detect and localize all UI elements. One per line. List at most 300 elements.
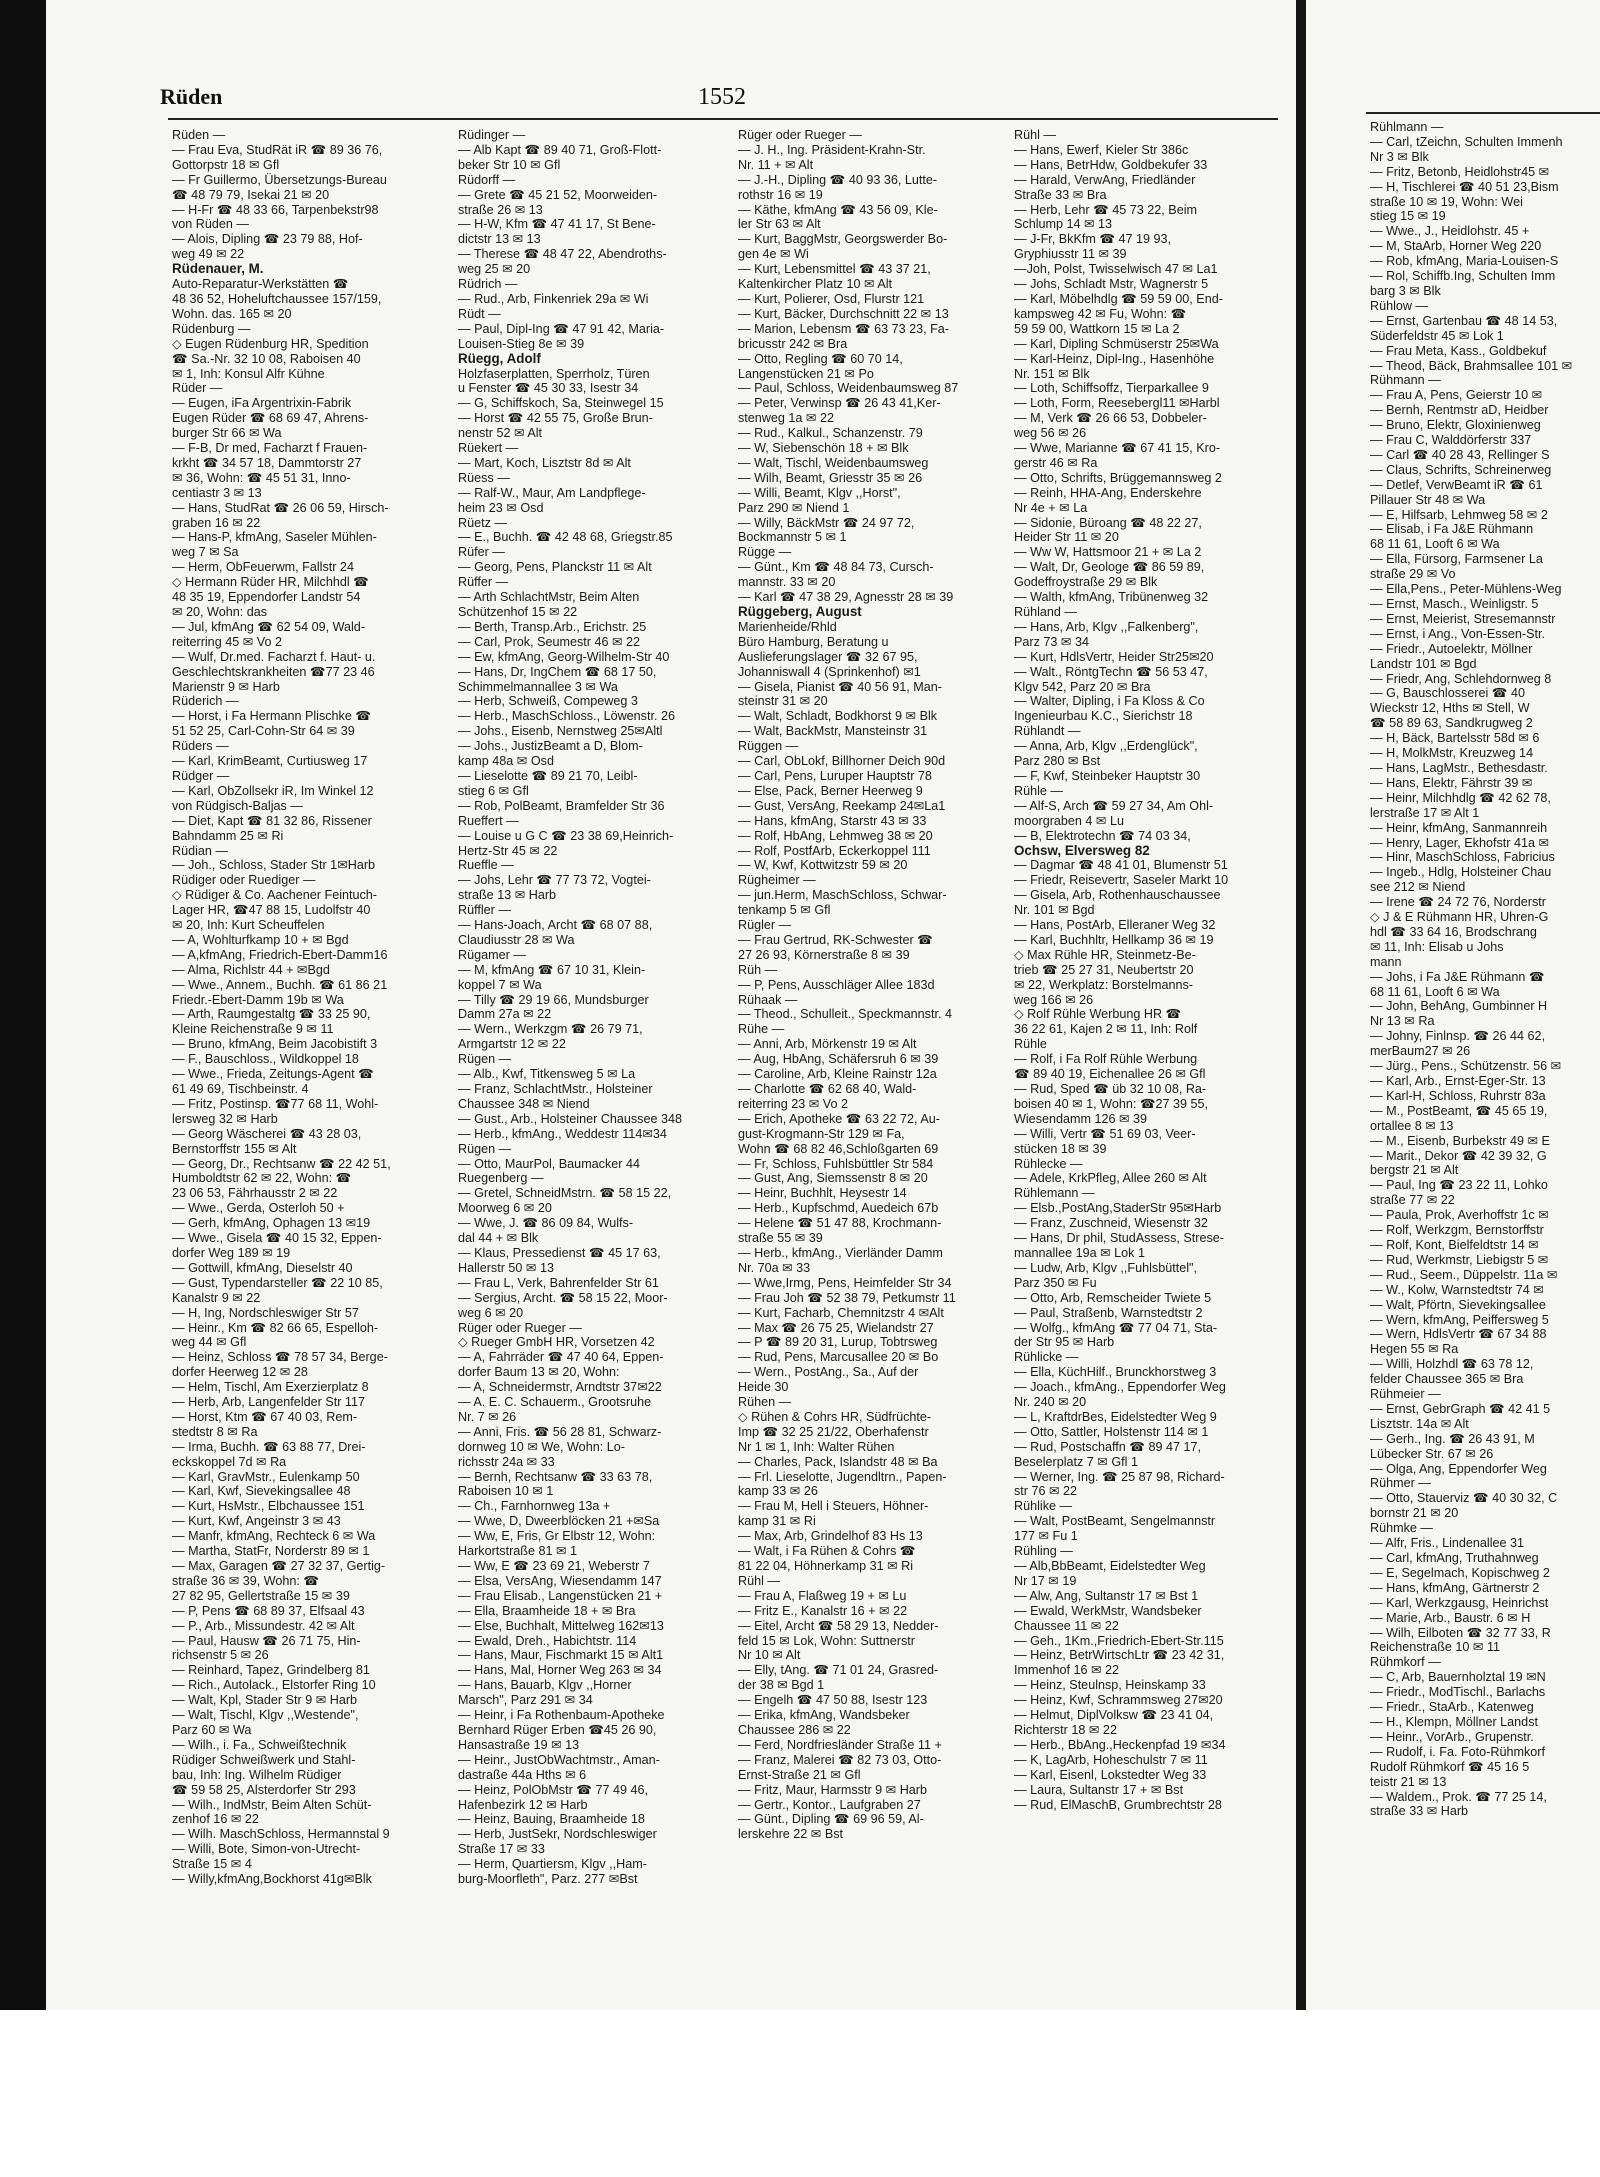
directory-line: — Engelh ☎ 47 50 88, Isestr 123 [738,1693,928,1708]
directory-line: centiastr 3 ✉ 13 [172,485,262,500]
directory-line: — Eitel, Archt ☎ 58 29 13, Nedder- [738,1618,939,1633]
directory-line: ☎ 48 79 79, Isekai 21 ✉ 20 [172,187,330,202]
directory-line: — Werner, Ing. ☎ 25 87 98, Richard- [1014,1469,1225,1484]
directory-line: — Ww W, Hattsmoor 21 + ✉ La 2 [1014,545,1202,560]
directory-line: — Max ☎ 26 75 25, Wielandstr 27 [738,1320,934,1335]
directory-line: Straße 33 ✉ Bra [1014,187,1107,202]
directory-line: — Kurt, Polierer, Osd, Flurstr 121 [738,291,925,306]
directory-column-3 [738,128,1008,1928]
directory-line: Rüder — [172,381,223,396]
directory-column-5 [1370,120,1600,1920]
directory-line: — Elisab, i Fa J&E Rühmann [1370,522,1534,537]
directory-line: heim 23 ✉ Osd [458,500,544,515]
directory-line: — Theod, Bäck, Brahmsallee 101 ✉ [1370,358,1573,373]
directory-line: — Rud., Kalkul., Schanzenstr. 79 [738,426,923,441]
directory-line: — Gust, Typendarsteller ☎ 22 10 85, [172,1275,383,1290]
directory-line: — Wern., PostAng., Sa., Auf der [738,1365,919,1380]
directory-line: — Willi, Holzhdl ☎ 63 78 12, [1370,1357,1534,1372]
directory-line: — Alw, Ang, Sultanstr 17 ✉ Bst 1 [1014,1588,1199,1603]
directory-line: — Heinr, i Fa Rothenbaum-Apotheke [458,1708,665,1723]
directory-line: tenkamp 5 ✉ Gfl [738,903,831,918]
directory-line: — Alois, Dipling ☎ 23 79 88, Hof- [172,232,363,247]
directory-line: — Else, Buchhalt, Mittelweg 162✉13 [458,1618,664,1633]
directory-line: — Ferd, Nordfriesländer Straße 11 + [738,1737,942,1752]
directory-line: — Wwe, J. ☎ 86 09 84, Wulfs- [458,1216,634,1231]
directory-line: — Willi, Beamt, Klgv ,,Horst", [738,485,901,500]
directory-line: — Jürg., Pens., Schützenstr. 56 ✉ [1370,1059,1562,1074]
directory-line: — Alf-S, Arch ☎ 59 27 34, Am Ohl- [1014,798,1214,813]
directory-line: — Rolf, Werkzgm, Bernstorffstr [1370,1223,1544,1238]
directory-line: — Wern, kfmAng, Peiffersweg 5 [1370,1312,1549,1327]
directory-line: — Frau A, Pens, Geierstr 10 ✉ [1370,388,1543,403]
directory-line: — A, Fahrräder ☎ 47 40 64, Eppen- [458,1350,664,1365]
directory-line: — Kurt, HdlsVertr, Heider Str25✉20 [1014,649,1214,664]
directory-line: u Fenster ☎ 45 30 33, Isestr 34 [458,381,639,396]
directory-line: — Johs., Eisenb, Nernstweg 25✉Altl [458,724,663,739]
directory-line: Nr 13 ✉ Ra [1370,1014,1435,1029]
directory-line: — Johs, Lehr ☎ 77 73 72, Vogtei- [458,873,651,888]
directory-line: — Franz, SchlachtMstr., Holsteiner [458,1082,653,1096]
directory-line: Rühl — [1014,128,1056,142]
directory-line: — Wilh., i. Fa., Schweißtechnik [172,1737,347,1752]
directory-line: — Heinz, Schloss ☎ 78 57 34, Berge- [172,1350,388,1365]
directory-line: — Heinr., VorArb., Grupenstr. [1370,1729,1534,1744]
directory-line: — Herb., kfmAng., Weddestr 114✉34 [458,1126,667,1141]
directory-line: Lager HR, ☎47 88 15, Ludolfstr 40 [172,903,371,918]
directory-line: — Rud., Seem., Düppelstr. 11a ✉ [1370,1267,1558,1282]
directory-line: — Ralf-W., Maur, Am Landpflege- [458,485,646,500]
directory-line: — Else, Pack, Berner Heerweg 9 [738,783,923,798]
directory-line: — Karl-H, Schloss, Ruhrstr 83a [1370,1088,1546,1103]
directory-line: — Friedr, Reisevertr, Saseler Markt 10 [1014,873,1229,888]
directory-line: 177 ✉ Fu 1 [1014,1529,1078,1544]
directory-line: — Horst ☎ 42 55 75, Große Brun- [458,411,653,426]
directory-line: — Käthe, kfmAng ☎ 43 56 09, Kle- [738,202,938,217]
directory-line: — Karl ☎ 47 38 29, Agnesstr 28 ✉ 39 [738,590,954,605]
directory-line: — Hans-Joach, Archt ☎ 68 07 88, [458,918,653,933]
directory-line: straße 77 ✉ 22 [1370,1193,1455,1208]
directory-line: — Gerh., Ing. ☎ 26 43 91, M [1370,1431,1535,1446]
directory-line: reiterring 45 ✉ Vo 2 [172,634,282,649]
directory-line: — Ella, Braamheide 18 + ✉ Bra [458,1603,636,1618]
directory-line: — Günt., Km ☎ 48 84 73, Cursch- [738,560,934,575]
directory-line: ◇ Hermann Rüder HR, Milchhdl ☎ [172,575,369,590]
directory-line: — Paul, Ing ☎ 23 22 11, Lohko [1370,1178,1548,1193]
directory-line: Rühmke — [1370,1521,1433,1536]
directory-line: — Günt., Dipling ☎ 69 96 59, Al- [738,1812,924,1827]
directory-line: — Marion, Lebensm ☎ 63 73 23, Fa- [738,321,949,336]
directory-line: Hafenbezirk 12 ✉ Harb [458,1797,588,1812]
directory-line: — Bruno, kfmAng, Beim Jacobistift 3 [172,1037,378,1052]
directory-line: stieg 6 ✉ Gfl [458,783,529,798]
directory-line: — Fritz, Betonb, Heidlohstr45 ✉ [1370,164,1550,179]
directory-line: — Frau M, Hell i Steuers, Höhner- [738,1499,929,1514]
directory-line: Langenstücken 21 ✉ Po [738,366,874,381]
directory-line: — W, Kwf, Kottwitzstr 59 ✉ 20 [738,858,908,873]
directory-line: — Ella, KüchHilf., Brunckhorstweg 3 [1014,1365,1217,1380]
directory-line: Hansastraße 19 ✉ 13 [458,1737,580,1752]
directory-line: Parz 350 ✉ Fu [1014,1275,1097,1290]
directory-line: — Rolf, PostfArb, Eckerkoppel 111 [738,843,931,858]
directory-line: — Alb., Kwf, Titkensweg 5 ✉ La [458,1067,636,1082]
directory-line: — Hans, Dr, IngChem ☎ 68 17 50, [458,664,657,679]
directory-line: — Heinz, Kwf, Schrammsweg 27✉20 [1014,1693,1223,1708]
directory-line: burg-Moorfleth", Parz. 277 ✉Bst [458,1872,638,1887]
directory-line: — Wulf, Dr.med. Facharzt f. Haut- u. [172,649,376,664]
directory-line: ler Str 63 ✉ Alt [738,217,821,232]
directory-line: — Willi, Bote, Simon-von-Utrecht- [172,1842,361,1857]
directory-line: — Hans, BetrHdw, Goldbekufer 33 [1014,157,1208,172]
directory-line: Imp ☎ 32 25 21/22, Oberhafenstr [738,1424,929,1439]
directory-line: — K, LagArb, Hoheschulstr 7 ✉ 11 [1014,1752,1208,1767]
directory-line: 68 11 61, Looft 6 ✉ Wa [1370,984,1500,999]
directory-line: stücken 18 ✉ 39 [1014,1141,1107,1156]
directory-line: Nr. 240 ✉ 20 [1014,1395,1087,1410]
directory-line: Bernhard Rüger Erben ☎45 26 90, [458,1722,657,1737]
directory-line: dal 44 + ✉ Blk [458,1231,539,1246]
directory-line: Rühle — [1014,783,1063,798]
directory-line: — Wwe., J., Heidlohstr. 45 + [1370,224,1530,239]
directory-line: Lübecker Str. 67 ✉ 26 [1370,1446,1494,1461]
directory-line: Gryphiusstr 11 ✉ 39 [1014,247,1127,262]
directory-line: — Geh., 1Km.,Friedrich-Ebert-Str.115 [1014,1633,1224,1648]
directory-line: 61 49 69, Tischbeinstr. 4 [172,1082,309,1096]
directory-line: Wohn. das. 165 ✉ 20 [172,306,292,321]
directory-line: — Tilly ☎ 29 19 66, Mundsburger [458,992,649,1007]
directory-line: — Gust, VersAng, Reekamp 24✉La1 [738,798,946,813]
directory-line: — Ww, E ☎ 23 69 21, Weberstr 7 [458,1559,650,1573]
directory-line: — Helmut, DiplVolksw ☎ 23 41 04, [1014,1708,1214,1723]
directory-line: nenstr 52 ✉ Alt [458,426,543,441]
directory-line: — Joach., kfmAng., Eppendorfer Weg [1014,1380,1226,1395]
directory-line: — M., PostBeamt, ☎ 45 65 19, [1370,1103,1548,1118]
directory-line: Eugen Rüder ☎ 68 69 47, Ahrens- [172,411,369,426]
directory-line: Beselerplatz 7 ✉ Gfl 1 [1014,1454,1138,1469]
directory-line: Nr. 11 + ✉ Alt [738,157,814,172]
directory-line: — Hans, kfmAng, Gärtnerstr 2 [1370,1580,1540,1595]
directory-line: Wieckstr 12, Hths ✉ Stell, W [1370,701,1530,716]
directory-line: — Heinz, PolObMstr ☎ 77 49 46, [458,1782,648,1797]
directory-line: Ingenieurbau K.C., Sierichstr 18 [1014,709,1193,724]
directory-line: — Gerh, kfmAng, Ophagen 13 ✉19 [172,1216,371,1231]
directory-line: — Johny, Finlnsp. ☎ 26 44 62, [1370,1029,1546,1044]
directory-line: — Henry, Lager, Ekhofstr 41a ✉ [1370,835,1550,850]
directory-line: — Aug, HbAng, Schäfersruh 6 ✉ 39 [738,1052,939,1067]
directory-line: Rüetz — [458,515,507,530]
directory-line: — Karl, KrimBeamt, Curtiusweg 17 [172,754,368,769]
directory-line: — E, Hilfsarb, Lehmweg 58 ✉ 2 [1370,507,1548,522]
directory-line: Nr. 151 ✉ Blk [1014,366,1090,381]
directory-line: — Franz, Zuschneid, Wiesenstr 32 [1014,1216,1208,1231]
directory-line: — Hans, StudRat ☎ 26 06 59, Hirsch- [172,500,389,515]
directory-line: Heide 30 [738,1380,789,1395]
directory-line: der Str 95 ✉ Harb [1014,1335,1115,1350]
directory-line: — Walt, Dr, Geologe ☎ 86 59 89, [1014,560,1205,575]
directory-line: Büro Hamburg, Beratung u [738,634,889,649]
directory-line: — Rud., Arb, Finkenriek 29a ✉ Wi [458,291,649,306]
directory-line: — P, Pens ☎ 68 89 37, Elfsaal 43 [172,1603,365,1618]
directory-line: — Helm, Tischl, Am Exerzierplatz 8 [172,1380,369,1395]
directory-line: — Paul, Hausw ☎ 26 71 75, Hin- [172,1633,361,1648]
directory-line: gen 4e ✉ Wi [738,247,809,262]
directory-line: Kleine Reichenstraße 9 ✉ 11 [172,1022,334,1037]
directory-line: Bernstorffstr 155 ✉ Alt [172,1141,297,1156]
directory-line: — Max, Garagen ☎ 27 32 37, Gertig- [172,1559,386,1573]
directory-line: Parz 73 ✉ 34 [1014,634,1089,649]
directory-line: dorfer Baum 13 ✉ 20, Wohn: [458,1365,620,1380]
directory-line: — Herm, Quartiersm, Klgv ,,Ham- [458,1857,647,1872]
directory-line: Johanniswall 4 (Sprinkenhof) ✉1 [738,664,921,679]
directory-line: — Alma, Richlstr 44 + ✉Bgd [172,962,330,977]
directory-line: boisen 40 ✉ 1, Wohn: ☎27 39 55, [1014,1096,1209,1111]
directory-line: — Kurt, Facharb, Chemnitzstr 4 ✉Alt [738,1305,944,1320]
directory-line: der 38 ✉ Bgd 1 [738,1678,825,1693]
directory-line: Rühe — [738,1022,785,1037]
directory-line: — Gust, Ang, Siemssenstr 8 ✉ 20 [738,1171,928,1186]
directory-line: Chaussee 11 ✉ 22 [1014,1618,1119,1633]
directory-line: — J.-H., Dipling ☎ 40 93 36, Lutte- [738,172,938,187]
directory-line: — Fritz, Postinsp. ☎77 68 11, Wohl- [172,1096,379,1111]
directory-line: — Bernh, Rentmstr aD, Heidber [1370,403,1549,418]
directory-line: Kanalstr 9 ✉ 22 [172,1290,261,1305]
directory-line: trieb ☎ 25 27 31, Neubertstr 20 [1014,962,1194,977]
directory-line: — Karl, Werkzgausg, Heinrichst [1370,1595,1549,1610]
directory-line: ◇ Rüdiger & Co. Aachener Feintuch- [172,888,377,903]
directory-line: — Kurt, Kwf, Angeinstr 3 ✉ 43 [172,1514,341,1529]
directory-line: Rügen — [458,1141,512,1156]
directory-line: Rüess — [458,470,510,485]
directory-line: — Erika, kfmAng, Wandsbeker [738,1708,910,1723]
directory-line: — Heinz, Bauing, Braamheide 18 [458,1812,645,1827]
directory-column-1 [172,128,450,1928]
directory-line: Rüderich — [172,694,239,709]
directory-line: — Sidonie, Büroang ☎ 48 22 27, [1014,515,1202,530]
directory-line: — Carl, Pens, Luruper Hauptstr 78 [738,768,932,783]
directory-line: — Carl, Prok, Seumestr 46 ✉ 22 [458,634,641,649]
book-spine-left [0,0,46,2010]
directory-line: dastraße 44a Hths ✉ 6 [458,1767,587,1782]
directory-line: — Rol, Schiffb.Ing, Schulten Imm [1370,269,1556,284]
directory-line: burger Str 66 ✉ Wa [172,426,282,441]
directory-line: 59 59 00, Wattkorn 15 ✉ La 2 [1014,321,1180,336]
directory-line: dorfer Heerweg 12 ✉ 28 [172,1365,308,1380]
scan-bottom-margin [0,2010,1600,2177]
directory-line: — Frau Elisab., Langenstücken 21 + [458,1588,663,1603]
directory-line: Straße 15 ✉ 4 [172,1857,252,1872]
directory-line: — B, Elektrotechn ☎ 74 03 34, [1014,828,1191,843]
directory-line: — Georg, Dr., Rechtsanw ☎ 22 42 51, [172,1156,391,1171]
directory-line: see 212 ✉ Niend [1370,880,1466,895]
directory-line: — Karl-Heinz, Dipl-Ing., Hasenhöhe [1014,351,1215,366]
directory-line: Raboisen 10 ✉ 1 [458,1484,554,1499]
directory-line: — H, Bäck, Bartelsstr 58d ✉ 6 [1370,731,1540,746]
directory-line: — A. E. C. Schauerm., Grootsruhe [458,1395,652,1410]
directory-line: Rüggen — [738,739,799,754]
directory-line: — J. H., Ing. Präsident-Krahn-Str. [738,142,926,157]
directory-line: weg 166 ✉ 26 [1014,992,1094,1007]
directory-line: — Wwe., Annem., Buchh. ☎ 61 86 21 [172,977,388,992]
directory-line: Süderfeldstr 45 ✉ Lok 1 [1370,328,1504,343]
directory-line: kamp 31 ✉ Ri [738,1514,816,1529]
directory-line: — Martha, StatFr, Norderstr 89 ✉ 1 [172,1544,370,1559]
directory-line: — G, Bauschlosserei ☎ 40 [1370,686,1525,701]
directory-line: — H, Ing, Nordschleswiger Str 57 [172,1305,359,1320]
directory-line: — Otto, Arb, Remscheider Twiete 5 [1014,1290,1212,1305]
directory-line: — Alb Kapt ☎ 89 40 71, Groß-Flott- [458,142,662,157]
directory-line: — Louise u G C ☎ 23 38 69,Heinrich- [458,828,674,843]
directory-line: Rüdenauer, M. [172,262,264,277]
directory-line: eckskoppel 7d ✉ Ra [172,1454,287,1469]
directory-line: Wiesendamm 126 ✉ 39 [1014,1111,1148,1126]
directory-line: Rühland — [1014,605,1078,619]
directory-line: — Marie, Arb., Baustr. 6 ✉ H [1370,1610,1531,1625]
directory-line: — Carl, kfmAng, Truthahnweg [1370,1551,1539,1565]
directory-line: — Walt, Pförtn, Sievekingsallee [1370,1297,1546,1312]
directory-line: Rüdger — [172,768,230,783]
directory-line: — Elsa, VersAng, Wiesendamm 147 [458,1573,662,1588]
directory-line: — Karl, ObZollsekr iR, Im Winkel 12 [172,783,374,798]
directory-line: dornweg 10 ✉ We, Wohn: Lo- [458,1439,625,1454]
directory-line: Rühmer — [1370,1476,1431,1491]
directory-line: — Heinz, Steulnsp, Heinskamp 33 [1014,1678,1206,1693]
directory-line: stieg 15 ✉ 19 [1370,209,1446,224]
directory-line: Rüggeberg, August [738,605,862,619]
directory-line: Rüdenburg — [172,321,251,336]
directory-line: Parz 290 ✉ Niend 1 [738,500,850,515]
directory-line: — Kurt, HsMstr., Elbchaussee 151 [172,1499,365,1514]
directory-line: — Horst, Ktm ☎ 67 40 03, Rem- [172,1409,358,1424]
page-header [130,84,1260,114]
directory-line: — Herb, Arb, Langenfelder Str 117 [172,1395,365,1410]
directory-line: Rühlow — [1370,298,1429,313]
directory-line: — Rudolf, i. Fa. Foto-Rühmkorf [1370,1744,1545,1759]
directory-line: — Charlotte ☎ 62 68 40, Wald- [738,1082,917,1096]
directory-line: — Herb, Schweiß, Compeweg 3 [458,694,638,709]
directory-line: kamp 33 ✉ 26 [738,1484,818,1499]
directory-line: Auto-Reparatur-Werkstätten ☎ [172,277,349,292]
directory-line: Rudolf Rühmkorf ☎ 45 16 5 [1370,1759,1530,1774]
directory-line: — Carl, ObLokf, Billhorner Deich 90d [738,754,946,769]
directory-line: — Otto, MaurPol, Baumacker 44 [458,1156,640,1171]
directory-line: — Herb., MaschSchloss., Löwenstr. 26 [458,709,675,724]
directory-line: felder Chaussee 365 ✉ Bra [1370,1372,1524,1387]
directory-line: weg 44 ✉ Gfl [172,1335,247,1350]
directory-line: — Gretel, SchneidMstrn. ☎ 58 15 22, [458,1186,672,1201]
directory-line: lerskehre 22 ✉ Bst [738,1827,844,1842]
directory-line: — Gisela, Arb, Rothenhauschaussee [1014,888,1221,903]
directory-line: dictstr 13 ✉ 13 [458,232,541,247]
directory-line: — Frau A, Flaßweg 19 + ✉ Lu [738,1588,907,1603]
directory-line: — Ww, E, Fris, Gr Elbstr 12, Wohn: [458,1529,656,1544]
directory-line: Pillauer Str 48 ✉ Wa [1370,492,1486,507]
directory-line: — Frau Eva, StudRät iR ☎ 89 36 76, [172,142,383,157]
directory-line: — Wwe, D, Dweerblöcken 21 +✉Sa [458,1514,660,1529]
directory-column-4 [1014,128,1284,1928]
directory-line: Rühling — [1014,1544,1073,1559]
directory-line: Hegen 55 ✉ Ra [1370,1342,1459,1357]
directory-line: bornstr 21 ✉ 20 [1370,1506,1459,1521]
directory-line: Rühmeier — [1370,1387,1441,1402]
directory-line: — Willy,kfmAng,Bockhorst 41g✉Blk [172,1872,372,1887]
directory-line: Rüdrich — [458,277,518,292]
directory-line: mann [1370,954,1402,969]
directory-line: Nr. 7 ✉ 26 [458,1409,517,1424]
directory-line: — Karl, Arb., Ernst-Eger-Str. 13 [1370,1074,1546,1088]
directory-line: 51 52 25, Carl-Cohn-Str 64 ✉ 39 [172,724,355,739]
directory-line: — Claus, Schrifts, Schreinerweg [1370,462,1552,477]
directory-line: Ernst-Straße 21 ✉ Gfl [738,1767,861,1782]
directory-line: — Frau Joh ☎ 52 38 79, Petkumstr 11 [738,1290,956,1305]
directory-line: Rüegg, Adolf [458,351,541,366]
directory-line: — Franz, Malerei ☎ 82 73 03, Otto- [738,1752,942,1767]
directory-line: ☎ 59 58 25, Alsterdorfer Str 293 [172,1782,356,1797]
directory-line: Bahndamm 25 ✉ Ri [172,828,284,843]
directory-line: straße 26 ✉ 13 [458,202,543,217]
directory-line: Rühlandt — [1014,724,1081,739]
directory-line: Gottorpstr 18 ✉ Gfl [172,157,280,172]
directory-line: — Harald, VerwAng, Friedländer [1014,172,1196,187]
directory-line: lersweg 32 ✉ Harb [172,1111,278,1126]
directory-line: — Hinr, MaschSchloss, Fabricius [1370,850,1555,865]
directory-line: graben 16 ✉ 22 [172,515,261,530]
directory-line: — Ella,Pens., Peter-Mühlens-Weg [1370,582,1562,597]
directory-line: — Ernst, Meierist, Stresemannstr [1370,611,1556,626]
directory-line: Rühle [1014,1037,1047,1052]
directory-line: Rüdiger oder Ruediger — [172,873,316,888]
directory-line: stedtstr 8 ✉ Ra [172,1424,258,1439]
directory-line: — Horst, i Fa Hermann Plischke ☎ [172,709,372,724]
directory-line: — Gertr., Kontor., Laufgraben 27 [738,1797,921,1812]
directory-line: — Fr, Schloss, Fuhlsbüttler Str 584 [738,1156,934,1171]
directory-line: Rühmkorf — [1370,1655,1441,1670]
directory-line: — Hans, LagMstr., Bethesdastr. [1370,760,1548,775]
directory-line: — Diet, Kapt ☎ 81 32 86, Rissener [172,813,372,828]
directory-line: — Therese ☎ 48 47 22, Abendroths- [458,247,667,262]
directory-line: — Arth SchlachtMstr, Beim Alten [458,590,640,605]
directory-line: — Otto, Regling ☎ 60 70 14, [738,351,903,366]
directory-line: — Wwe, Marianne ☎ 67 41 15, Kro- [1014,441,1221,456]
directory-line: merBaum27 ✉ 26 [1370,1044,1471,1059]
directory-line: — P ☎ 89 20 31, Lurup, Tobtrsweg [738,1335,938,1350]
directory-line: hdl ☎ 33 64 16, Brodschrang [1370,924,1537,939]
directory-line: — Fr Guillermo, Übersetzungs-Bureau [172,172,387,187]
directory-line: bricusstr 242 ✉ Bra [738,336,848,351]
directory-line: — Walter, Dipling, i Fa Kloss & Co [1014,694,1205,709]
directory-line: Rühen — [738,1395,792,1410]
directory-line: — Otto, Stauerviz ☎ 40 30 32, C [1370,1491,1558,1506]
directory-line: — Friedr, Ang, Schlehdornweg 8 [1370,671,1552,686]
directory-line: — Otto, Sattler, Holstenstr 114 ✉ 1 [1014,1424,1209,1439]
directory-line: Nr. 70a ✉ 33 [738,1260,811,1275]
directory-line: — F-B, Dr med, Facharzt f Frauen- [172,441,368,456]
directory-line: straße 33 ✉ Harb [1370,1804,1469,1819]
directory-line: Nr 10 ✉ Alt [738,1648,801,1663]
directory-line: Rühlecke — [1014,1156,1083,1171]
directory-line: — Bruno, Elektr, Gloxinienweg [1370,418,1541,433]
directory-line: 23 06 53, Fährhausstr 2 ✉ 22 [172,1186,338,1201]
directory-line: Rügheimer — [738,873,816,888]
directory-line: — Wolfg., kfmAng ☎ 77 04 71, Sta- [1014,1320,1218,1335]
directory-line: — Heinr, Milchhdlg ☎ 42 62 78, [1370,790,1551,805]
directory-line: weg 6 ✉ 20 [458,1305,524,1320]
directory-line: gerstr 46 ✉ Ra [1014,455,1098,470]
directory-line: — Ewald, Dreh., Habichtstr. 114 [458,1633,637,1648]
directory-line: — Kurt, Lebensmittel ☎ 43 37 21, [738,262,931,277]
directory-line: — F., Bauschloss., Wildkoppel 18 [172,1052,359,1067]
directory-line: Rüger oder Rueger — [738,128,862,142]
directory-line: von Rüdgisch-Baljas — [172,798,303,813]
directory-line: ◇ Rueger GmbH HR, Vorsetzen 42 [458,1335,655,1350]
